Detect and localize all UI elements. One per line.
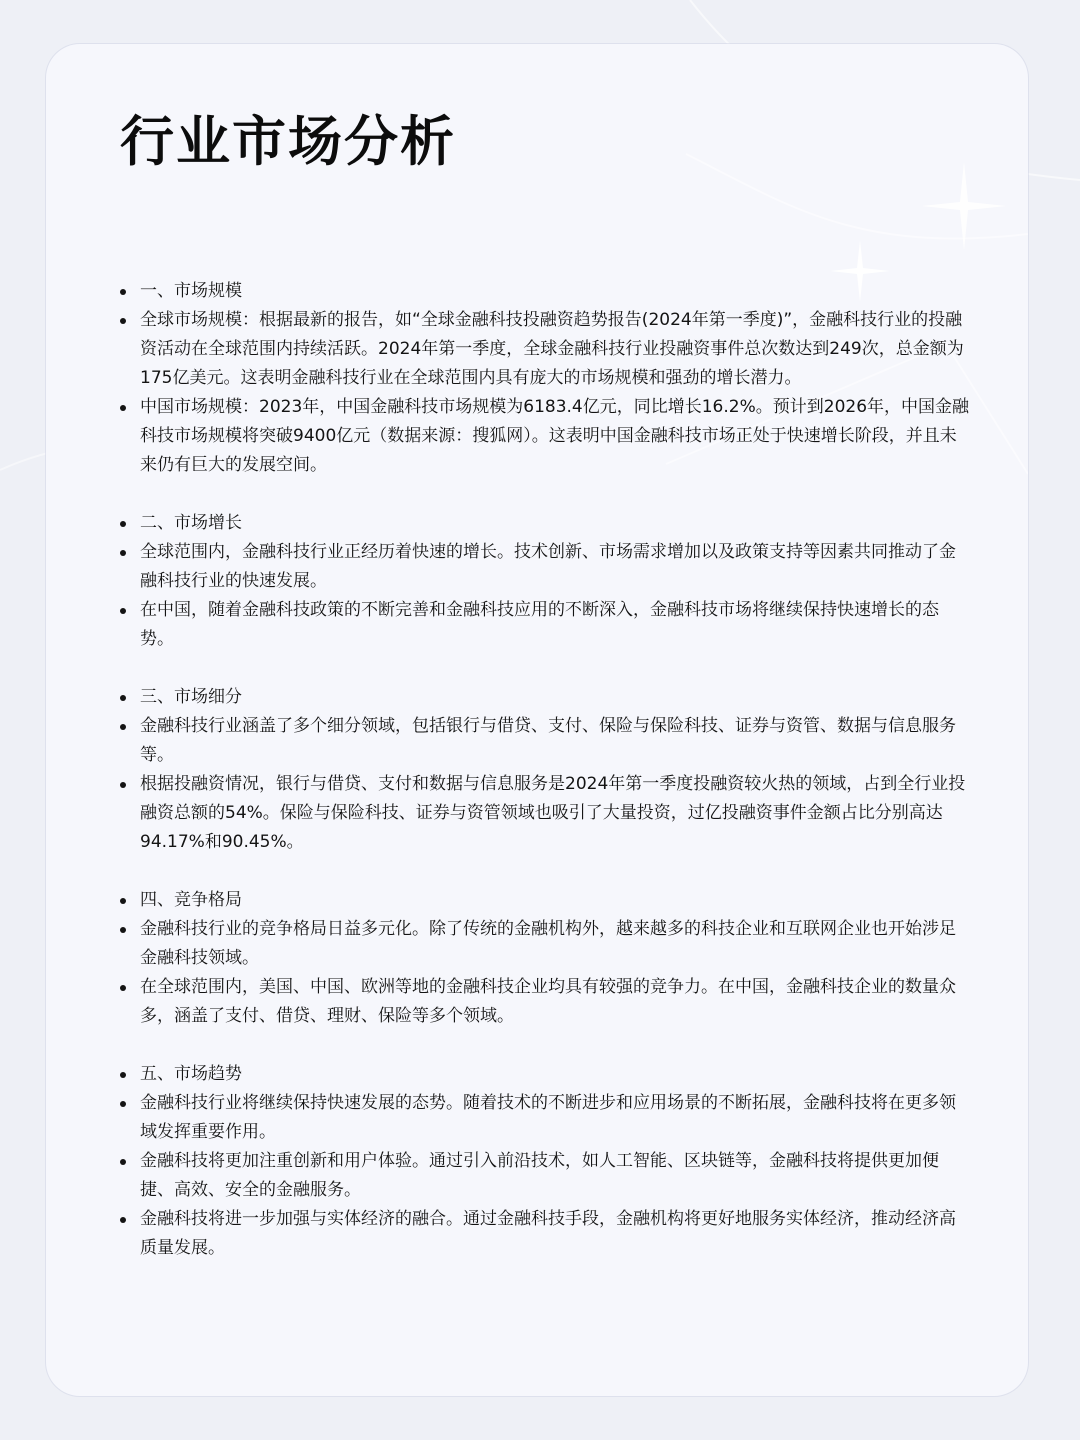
bullet-icon — [120, 1159, 126, 1165]
list-item-text: 全球市场规模：根据最新的报告，如“全球金融科技投融资趋势报告(2024年第一季度)”，金融科技行业的投融资活动在全球范围内持续活跃。2024年第一季度，全球金融科技行业投融资事件总次数达到249次，总金额为175亿美元。这表明金融科技行业在全球范围内具有庞大的市场规模和强劲的增长潜力。 — [140, 310, 964, 388]
list-item — [120, 770, 970, 857]
list-item — [120, 538, 970, 596]
section-heading-text: 三、市场细分 — [140, 687, 242, 707]
section-heading-text: 四、竞争格局 — [140, 890, 242, 910]
bullet-icon — [120, 1101, 126, 1107]
list-item — [120, 1205, 970, 1263]
list-item — [120, 1089, 970, 1147]
bullet-icon — [120, 695, 126, 701]
bullet-icon — [120, 1217, 126, 1223]
section-heading — [120, 277, 970, 306]
analysis-section — [120, 1060, 970, 1263]
analysis-section — [120, 683, 970, 857]
section-heading-text: 二、市场增长 — [140, 513, 242, 533]
list-item — [120, 393, 970, 480]
bullet-icon — [120, 782, 126, 788]
bullet-icon — [120, 985, 126, 991]
bullet-icon — [120, 521, 126, 527]
list-item-text: 根据投融资情况，银行与借贷、支付和数据与信息服务是2024年第一季度投融资较火热的领域，占到全行业投融资总额的54%。保险与保险科技、证券与资管领域也吸引了大量投资，过亿投融资事件金额占比分别高达94.17%和90.45%。 — [140, 774, 966, 852]
list-item — [120, 973, 970, 1031]
analysis-content — [120, 277, 970, 1263]
list-item-text: 金融科技行业的竞争格局日益多元化。除了传统的金融机构外，越来越多的科技企业和互联网企业也开始涉足金融科技领域。 — [140, 919, 956, 968]
section-heading — [120, 509, 970, 538]
list-item-text: 金融科技将更加注重创新和用户体验。通过引入前沿技术，如人工智能、区块链等，金融科技将提供更加便捷、高效、安全的金融服务。 — [140, 1151, 939, 1200]
bullet-icon — [120, 318, 126, 324]
list-item-text: 中国市场规模：2023年，中国金融科技市场规模为6183.4亿元，同比增长16.2%。预计到2026年，中国金融科技市场规模将突破9400亿元（数据来源：搜狐网）。这表明中国金融科技市场正处于快速增长阶段，并且未来仍有巨大的发展空间。 — [140, 397, 970, 475]
list-item — [120, 306, 970, 393]
analysis-section — [120, 509, 970, 654]
list-item-text: 在全球范围内，美国、中国、欧洲等地的金融科技企业均具有较强的竞争力。在中国，金融科技企业的数量众多，涵盖了支付、借贷、理财、保险等多个领域。 — [140, 977, 956, 1026]
analysis-section — [120, 277, 970, 480]
section-heading — [120, 1060, 970, 1089]
list-item — [120, 712, 970, 770]
list-item — [120, 915, 970, 973]
section-heading — [120, 886, 970, 915]
section-heading — [120, 683, 970, 712]
list-item — [120, 596, 970, 654]
section-heading-text: 一、市场规模 — [140, 281, 242, 301]
list-item-text: 金融科技行业将继续保持快速发展的态势。随着技术的不断进步和应用场景的不断拓展，金融科技将在更多领域发挥重要作用。 — [140, 1093, 956, 1142]
bullet-icon — [120, 405, 126, 411]
bullet-icon — [120, 550, 126, 556]
list-item-text: 全球范围内，金融科技行业正经历着快速的增长。技术创新、市场需求增加以及政策支持等因素共同推动了金融科技行业的快速发展。 — [140, 542, 956, 591]
analysis-section — [120, 886, 970, 1031]
list-item-text: 金融科技将进一步加强与实体经济的融合。通过金融科技手段，金融机构将更好地服务实体经济，推动经济高质量发展。 — [140, 1209, 956, 1258]
list-item-text: 在中国，随着金融科技政策的不断完善和金融科技应用的不断深入，金融科技市场将继续保持快速增长的态势。 — [140, 600, 939, 649]
list-item — [120, 1147, 970, 1205]
content-card — [46, 44, 1028, 1396]
bullet-icon — [120, 898, 126, 904]
list-item-text: 金融科技行业涵盖了多个细分领域，包括银行与借贷、支付、保险与保险科技、证券与资管、数据与信息服务等。 — [140, 716, 956, 765]
bullet-icon — [120, 724, 126, 730]
bullet-icon — [120, 608, 126, 614]
page-title: 行业市场分析 — [120, 110, 456, 173]
bullet-icon — [120, 289, 126, 295]
bullet-icon — [120, 927, 126, 933]
bullet-icon — [120, 1072, 126, 1078]
section-heading-text: 五、市场趋势 — [140, 1064, 242, 1084]
